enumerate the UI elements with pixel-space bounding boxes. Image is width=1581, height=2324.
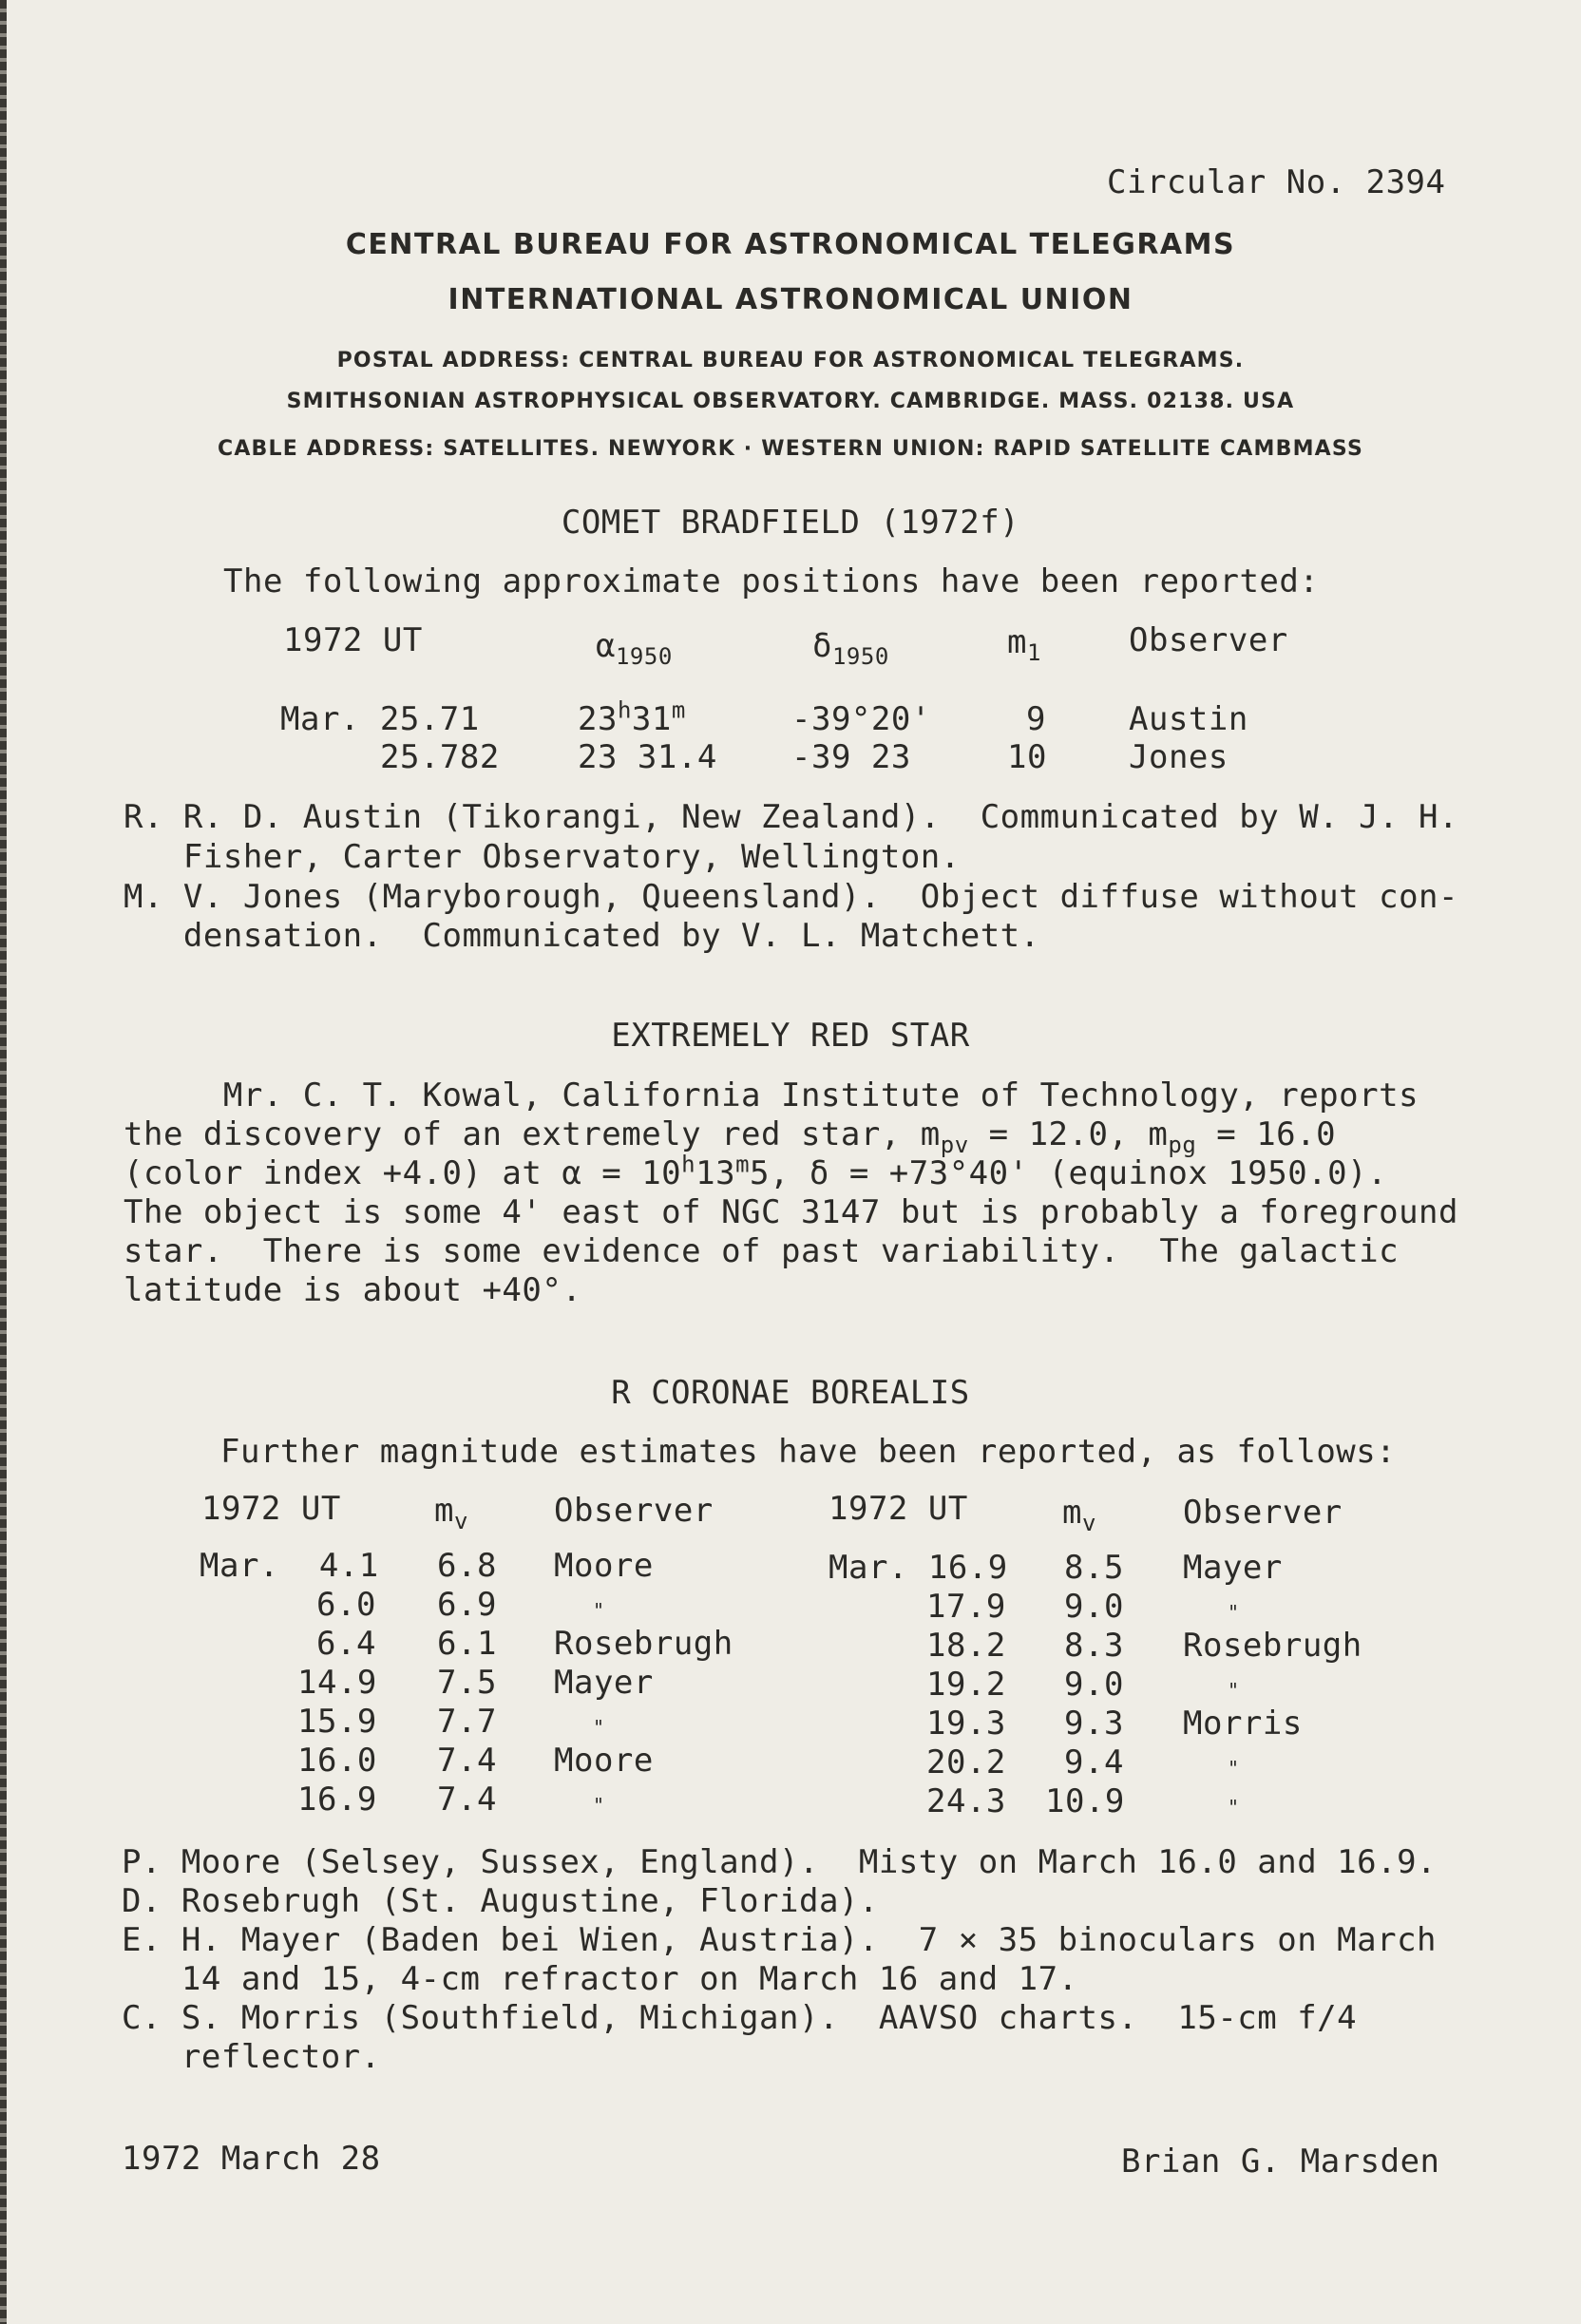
rcrb-right-row-mag: 9.4 bbox=[1064, 1743, 1124, 1781]
rcrb-right-row-date: 19.2 bbox=[926, 1666, 1006, 1704]
rcrb-right-row-date: 24.3 bbox=[926, 1782, 1006, 1820]
comet-row-1-observer: Austin bbox=[1129, 700, 1248, 738]
header-postal-2: SMITHSONIAN ASTROPHYSICAL OBSERVATORY. CAMBRIDGE. MASS. 02138. USA bbox=[286, 390, 1295, 413]
rcrb-right-row-date: 20.2 bbox=[926, 1743, 1006, 1781]
rcrb-right-row-observer: Rosebrugh bbox=[1183, 1627, 1362, 1665]
circular-number: Circular No. 2394 bbox=[1107, 163, 1446, 201]
rcrb-note-morris: C. S. Morris (Southfield, Michigan). AAVSO charts. 15-cm f/4 bbox=[122, 1999, 1358, 2037]
comet-col-dec: $\delta_{1950}$ bbox=[812, 627, 889, 670]
comet-col-mag: $m_1$ bbox=[1007, 623, 1041, 666]
redstar-line-3: (color index +4.0) at $\alpha = 10^h13^m5$, δ = +73°40' (equinox 1950.0). bbox=[124, 1151, 1388, 1192]
rcrb-left-row-observer: " bbox=[593, 1794, 605, 1817]
comet-note-jones: M. V. Jones (Maryborough, Queensland). Object diffuse without con- bbox=[124, 878, 1458, 916]
rcrb-right-row-mag: 8.3 bbox=[1064, 1627, 1124, 1665]
rcrb-left-row-date: 15.9 bbox=[297, 1703, 377, 1741]
rcrb-note-mayer: E. H. Mayer (Baden bei Wien, Austria). 7 × 35 binoculars on March bbox=[122, 1921, 1438, 1959]
rcrb-left-row-observer: Moore bbox=[554, 1547, 654, 1585]
rcrb-left-row-date: 16.9 bbox=[297, 1781, 377, 1819]
footer-date: 1972 March 28 bbox=[122, 2140, 381, 2178]
comet-intro: The following approximate positions have been reported: bbox=[223, 562, 1320, 600]
rcrb-left-row-mag: 6.9 bbox=[437, 1586, 497, 1624]
header-postal-1: POSTAL ADDRESS: CENTRAL BUREAU FOR ASTRONOMICAL TELEGRAMS. bbox=[336, 349, 1245, 372]
rcrb-left-col-observer: Observer bbox=[554, 1492, 714, 1530]
rcrb-left-row-date: 6.4 bbox=[316, 1625, 376, 1663]
comet-col-ra: $\alpha_{1950}$ bbox=[596, 627, 673, 670]
footer-author: Brian G. Marsden bbox=[1121, 2143, 1440, 2181]
rcrb-title: R CORONAE BOREALIS bbox=[611, 1374, 970, 1412]
comet-title: COMET BRADFIELD (1972f) bbox=[561, 504, 1020, 542]
redstar-title: EXTREMELY RED STAR bbox=[611, 1017, 970, 1055]
comet-row-2-date: 25.782 bbox=[380, 738, 500, 776]
comet-row-2-ra: 23 31.4 bbox=[578, 738, 717, 776]
comet-note-austin-cont: Fisher, Carter Observatory, Wellington. bbox=[124, 838, 961, 876]
rcrb-note-rosebrugh: D. Rosebrugh (St. Augustine, Florida). bbox=[122, 1882, 879, 1920]
rcrb-left-row-observer: Rosebrugh bbox=[554, 1625, 733, 1663]
redstar-line-2: the discovery of an extremely red star, $m_{pv} = 12.0$, $m_{pg} = 16.0$ bbox=[124, 1115, 1337, 1158]
rcrb-left-row-mag: 7.4 bbox=[437, 1781, 497, 1819]
header-union: INTERNATIONAL ASTRONOMICAL UNION bbox=[448, 283, 1133, 316]
rcrb-left-row-mag: 6.1 bbox=[437, 1625, 497, 1663]
rcrb-left-row-mag: 7.5 bbox=[437, 1664, 497, 1702]
rcrb-left-row-date: 6.0 bbox=[316, 1586, 376, 1624]
rcrb-right-row-mag: 9.0 bbox=[1064, 1666, 1124, 1704]
comet-col-time: 1972 UT bbox=[283, 621, 423, 659]
header-bureau: CENTRAL BUREAU FOR ASTRONOMICAL TELEGRAMS bbox=[345, 228, 1236, 261]
rcrb-left-row-observer: " bbox=[593, 1716, 605, 1739]
comet-row-1-mag: 9 bbox=[1026, 700, 1046, 738]
comet-row-1-ra: 23$^h$31$^m$ bbox=[578, 696, 686, 738]
rcrb-note-mayer-cont: 14 and 15, 4-cm refractor on March 16 and 17. bbox=[122, 1960, 1078, 1998]
rcrb-right-row-mag: 9.0 bbox=[1064, 1588, 1124, 1626]
rcrb-left-row-mag: 7.7 bbox=[437, 1703, 497, 1741]
rcrb-right-col-time: 1972 UT bbox=[829, 1490, 968, 1528]
comet-row-2-dec: -39 23 bbox=[791, 738, 911, 776]
rcrb-note-morris-cont: reflector. bbox=[122, 2038, 381, 2076]
rcrb-left-row-date: Mar. 4.1 bbox=[200, 1547, 379, 1585]
rcrb-right-row-observer: " bbox=[1228, 1679, 1240, 1702]
rcrb-right-row-observer: " bbox=[1228, 1757, 1240, 1780]
rcrb-right-row-date: 17.9 bbox=[926, 1588, 1006, 1626]
rcrb-left-row-date: 14.9 bbox=[297, 1664, 377, 1702]
rcrb-left-row-observer: Moore bbox=[554, 1742, 654, 1780]
rcrb-right-row-date: 19.3 bbox=[926, 1705, 1006, 1743]
comet-note-austin: R. R. D. Austin (Tikorangi, New Zealand). Communicated by W. J. H. bbox=[124, 798, 1458, 836]
comet-row-1-dec: -39°20' bbox=[791, 700, 931, 738]
redstar-line-1: Mr. C. T. Kowal, California Institute of Technology, reports bbox=[124, 1076, 1419, 1114]
rcrb-right-row-observer: Mayer bbox=[1183, 1549, 1283, 1587]
comet-row-1-date: Mar. 25.71 bbox=[280, 700, 480, 738]
rcrb-left-row-mag: 7.4 bbox=[437, 1742, 497, 1780]
rcrb-right-row-mag: 8.5 bbox=[1064, 1549, 1124, 1587]
redstar-line-6: latitude is about +40°. bbox=[124, 1271, 582, 1309]
rcrb-left-col-time: 1972 UT bbox=[201, 1490, 341, 1528]
rcrb-note-moore: P. Moore (Selsey, Sussex, England). Misty on March 16.0 and 16.9. bbox=[122, 1843, 1438, 1881]
comet-row-2-observer: Jones bbox=[1129, 738, 1229, 776]
rcrb-left-col-mag: $m_v$ bbox=[434, 1492, 468, 1534]
rcrb-left-row-date: 16.0 bbox=[297, 1742, 377, 1780]
rcrb-right-row-observer: Morris bbox=[1183, 1705, 1303, 1743]
rcrb-right-row-date: 18.2 bbox=[926, 1627, 1006, 1665]
rcrb-right-row-mag: 9.3 bbox=[1064, 1705, 1124, 1743]
rcrb-left-row-mag: 6.8 bbox=[437, 1547, 497, 1585]
comet-note-jones-cont: densation. Communicated by V. L. Matchett. bbox=[124, 917, 1040, 955]
comet-col-observer: Observer bbox=[1129, 621, 1288, 659]
rcrb-intro: Further magnitude estimates have been reported, as follows: bbox=[220, 1433, 1397, 1471]
redstar-line-5: star. There is some evidence of past variability. The galactic bbox=[124, 1232, 1400, 1270]
rcrb-right-row-date: Mar. 16.9 bbox=[829, 1549, 1008, 1587]
rcrb-right-row-observer: " bbox=[1228, 1796, 1240, 1819]
comet-row-2-mag: 10 bbox=[1007, 738, 1047, 776]
rcrb-left-row-observer: Mayer bbox=[554, 1664, 654, 1702]
rcrb-left-row-observer: " bbox=[593, 1599, 605, 1622]
redstar-line-4: The object is some 4' east of NGC 3147 but is probably a foreground bbox=[124, 1193, 1458, 1231]
header-cable: CABLE ADDRESS: SATELLITES. NEWYORK · WESTERN UNION: RAPID SATELLITE CAMBMASS bbox=[217, 437, 1364, 461]
rcrb-right-col-observer: Observer bbox=[1183, 1494, 1343, 1532]
rcrb-right-col-mag: $m_v$ bbox=[1062, 1494, 1096, 1536]
rcrb-right-row-mag: 10.9 bbox=[1045, 1782, 1125, 1820]
rcrb-right-row-observer: " bbox=[1228, 1601, 1240, 1624]
